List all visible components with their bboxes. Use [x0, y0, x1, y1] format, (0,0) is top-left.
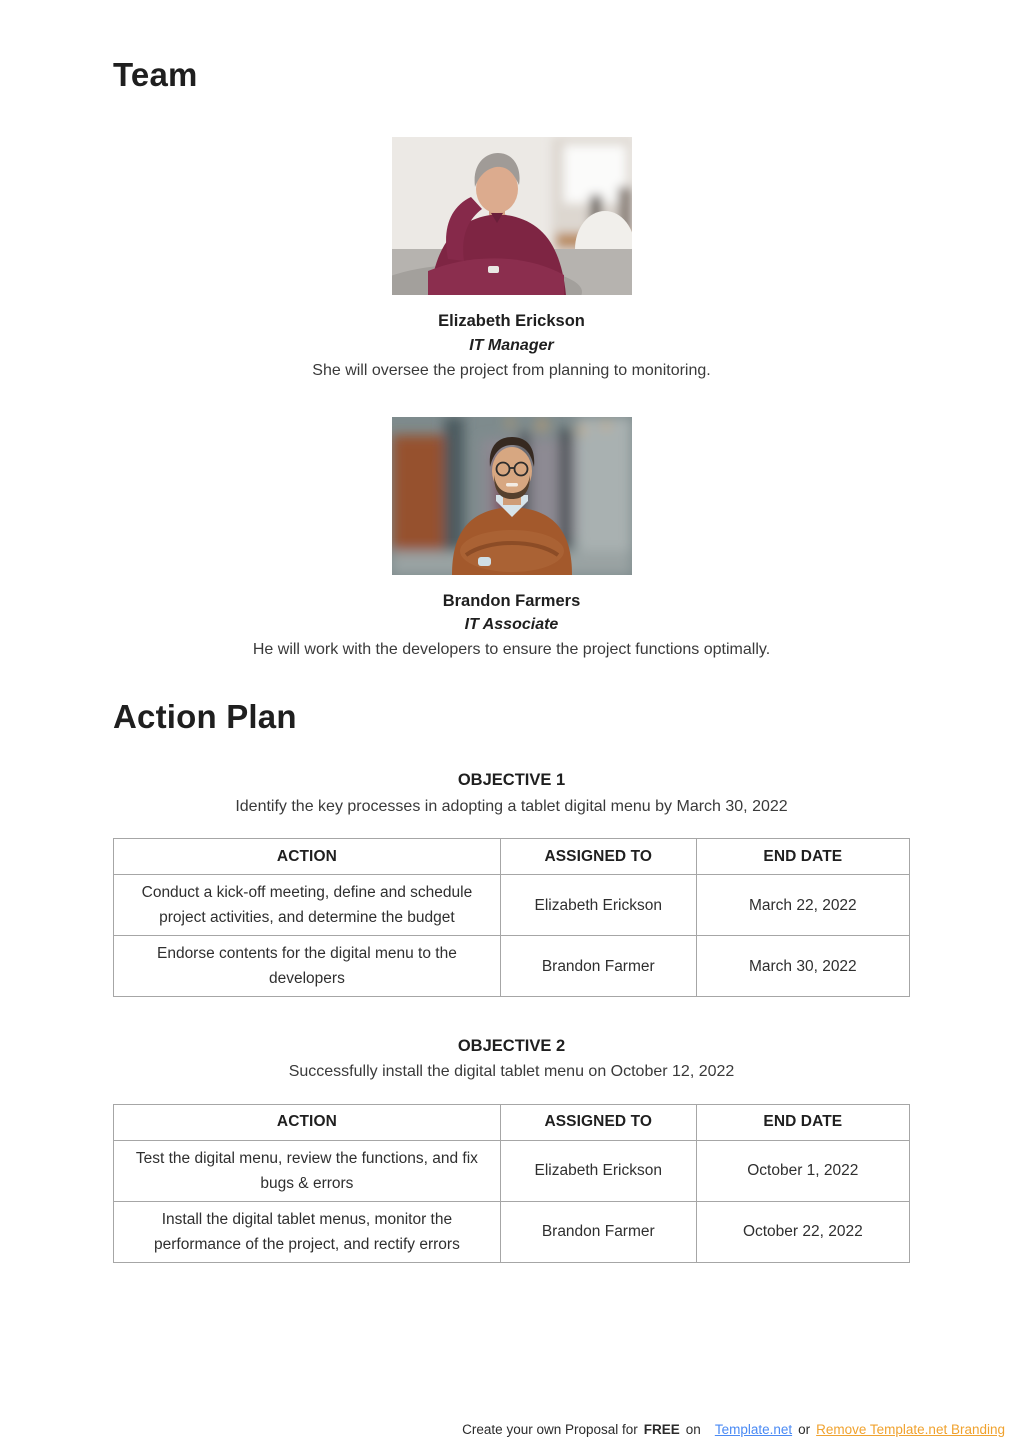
footer-or-label: or [798, 1422, 811, 1437]
action-plan-table-2 [113, 1104, 910, 1263]
template-net-link[interactable]: Template.net [714, 1422, 793, 1437]
cell-action: Endorse contents for the digital menu to the developers [114, 936, 501, 997]
table-header-row [114, 1104, 910, 1140]
table-row [114, 875, 910, 936]
column-header-assigned-to: ASSIGNED TO [500, 1104, 696, 1140]
objective-title: OBJECTIVE 1 [457, 771, 566, 790]
column-header-assigned-to: ASSIGNED TO [500, 839, 696, 875]
member-name: Elizabeth Erickson [438, 312, 585, 330]
member-description: He will work with the developers to ensure the project functions optimally. [252, 641, 771, 659]
objective-section-2 [113, 1037, 910, 1081]
column-header-end-date: END DATE [696, 1104, 909, 1140]
member-role: IT Associate [464, 616, 559, 634]
objective-title: OBJECTIVE 2 [457, 1037, 566, 1056]
page-content [113, 0, 910, 1263]
member-photo-elizabeth [392, 137, 632, 295]
cell-assigned-to: Elizabeth Erickson [500, 875, 696, 936]
column-header-action: ACTION [114, 839, 501, 875]
member-role: IT Manager [469, 336, 554, 354]
team-member-card [113, 417, 910, 660]
remove-branding-link[interactable]: Remove Template.net Branding [816, 1422, 1005, 1437]
table-row [114, 1140, 910, 1201]
team-heading: Team [113, 56, 198, 93]
member-name: Brandon Farmers [442, 591, 581, 610]
cell-end-date: March 22, 2022 [696, 875, 909, 936]
member-photo [113, 417, 910, 575]
template-branding-footer [462, 1422, 1005, 1437]
cell-end-date: March 30, 2022 [696, 936, 909, 997]
objective-section-1 [113, 771, 910, 815]
member-description: She will oversee the project from planning to monitoring. [312, 361, 711, 379]
objective-subtitle: Successfully install the digital tablet menu on October 12, 2022 [288, 1063, 735, 1081]
cell-assigned-to: Brandon Farmer [500, 936, 696, 997]
cell-action: Conduct a kick-off meeting, define and schedule project activities, and determine the budget [114, 875, 501, 936]
footer-text: Create your own Proposal for [462, 1422, 638, 1437]
action-plan-heading: Action Plan [113, 698, 297, 736]
cell-assigned-to: Elizabeth Erickson [500, 1140, 696, 1201]
table-row [114, 936, 910, 997]
action-plan-table-1 [113, 838, 910, 997]
footer-text: on [685, 1422, 701, 1437]
cell-action: Install the digital tablet menus, monitor the performance of the project, and rectify errors [114, 1201, 501, 1262]
table-row [114, 1201, 910, 1262]
cell-action: Test the digital menu, review the functions, and fix bugs & errors [114, 1140, 501, 1201]
cell-end-date: October 1, 2022 [696, 1140, 909, 1201]
column-header-action: ACTION [114, 1104, 501, 1140]
member-photo-brandon [392, 417, 632, 575]
member-photo [113, 137, 910, 295]
objective-subtitle: Identify the key processes in adopting a tablet digital menu by March 30, 2022 [235, 797, 788, 815]
cell-end-date: October 22, 2022 [696, 1201, 909, 1262]
team-member-card [113, 137, 910, 380]
column-header-end-date: END DATE [696, 839, 909, 875]
footer-free-label: FREE [643, 1422, 680, 1437]
table-header-row [114, 839, 910, 875]
cell-assigned-to: Brandon Farmer [500, 1201, 696, 1262]
